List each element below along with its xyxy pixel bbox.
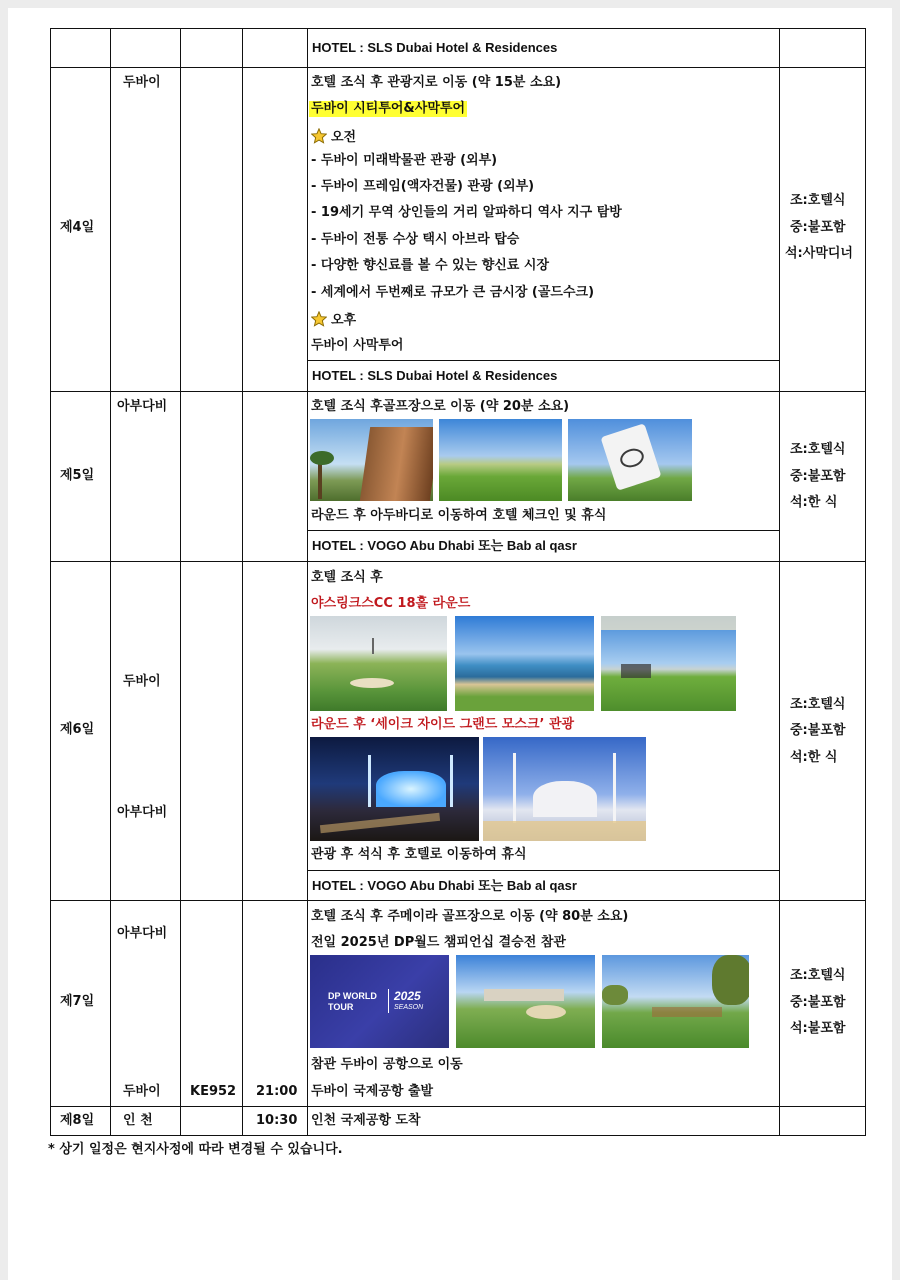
schedule-line: - 다양한 향신료를 볼 수 있는 향신료 시장 — [311, 258, 550, 273]
city-label: 아부다비 — [117, 926, 168, 941]
golf-course-photo — [602, 955, 749, 1048]
city-label: 두바이 — [123, 75, 161, 90]
meal-lunch: 중:불포함 — [790, 723, 846, 738]
flight-cell — [180, 561, 243, 901]
clubhouse-photo — [310, 419, 433, 501]
city-label: 두바이 — [123, 1084, 161, 1099]
schedule-line: 두바이 사막투어 — [311, 338, 404, 353]
table-cell — [180, 28, 243, 68]
schedule-line: 참관 두바이 공항으로 이동 — [311, 1057, 463, 1072]
day-label: 제4일 — [60, 220, 95, 235]
hotel-line: HOTEL : SLS Dubai Hotel & Residences — [312, 40, 558, 55]
meal-dinner: 석:한 식 — [790, 750, 838, 765]
day-label: 제6일 — [60, 722, 95, 737]
meal-breakfast: 조:호텔식 — [790, 697, 846, 712]
highlight-tour-title: 두바이 시티투어&사막투어 — [311, 101, 466, 116]
flight-cell — [180, 67, 243, 392]
schedule-line: 관광 후 석식 후 호텔로 이동하여 휴식 — [311, 847, 527, 862]
table-cell — [50, 28, 111, 68]
table-cell — [779, 28, 866, 68]
meal-lunch: 중:불포함 — [790, 220, 846, 235]
golf-course-photo — [310, 616, 447, 711]
hotel-line: HOTEL : VOGO Abu Dhabi 또는 Bab al qasr — [312, 538, 577, 553]
day-label: 제5일 — [60, 468, 95, 483]
itinerary-page — [8, 8, 892, 1280]
city-label: 두바이 — [123, 674, 161, 689]
time-cell — [242, 67, 308, 392]
city-cell — [110, 561, 181, 901]
time-cell — [242, 900, 308, 1107]
time-cell — [242, 391, 308, 562]
flight-cell — [180, 900, 243, 1107]
schedule-line: 라운드 후 아두바디로 이동하여 호텔 체크인 및 휴식 — [311, 508, 607, 523]
time-cell — [242, 561, 308, 901]
city-cell — [110, 67, 181, 392]
dp-year-text: 2025 — [394, 989, 421, 1003]
day-label: 제7일 — [60, 994, 95, 1009]
arrival-time: 10:30 — [256, 1113, 298, 1128]
hotel-line: HOTEL : VOGO Abu Dhabi 또는 Bab al qasr — [312, 878, 577, 893]
star-icon — [311, 311, 327, 327]
meal-dinner: 석:불포함 — [790, 1021, 846, 1036]
city-label: 인 천 — [123, 1113, 153, 1128]
table-cell — [110, 28, 181, 68]
schedule-line: - 두바이 프레임(액자건물) 관광 (외부) — [311, 179, 535, 194]
schedule-line: 전일 2025년 DP월드 챔피언십 결승전 참관 — [311, 935, 566, 950]
schedule-line: 두바이 국제공항 출발 — [311, 1084, 434, 1099]
meal-lunch: 중:불포함 — [790, 995, 846, 1010]
mosque-night-photo — [310, 737, 479, 841]
meal-breakfast: 조:호텔식 — [790, 968, 846, 983]
meal-breakfast: 조:호텔식 — [790, 193, 846, 208]
meal-breakfast: 조:호텔식 — [790, 442, 846, 457]
departure-time: 21:00 — [256, 1084, 298, 1099]
schedule-line: 호텔 조식 후 — [311, 570, 383, 585]
schedule-line: - 세계에서 두번째로 규모가 큰 금시장 (골드수크) — [311, 285, 595, 300]
city-label: 아부다비 — [117, 805, 168, 820]
morning-label: 오전 — [311, 128, 356, 146]
afternoon-label: 오후 — [311, 311, 356, 329]
schedule-line: 호텔 조식 후 주메이라 골프장으로 이동 (약 80분 소요) — [311, 909, 629, 924]
golf-course-photo — [601, 616, 736, 711]
golf-course-photo — [439, 419, 562, 501]
meal-dinner: 석:한 식 — [790, 495, 838, 510]
city-label: 아부다비 — [117, 399, 168, 414]
schedule-line: 호텔 조식 후 관광지로 이동 (약 15분 소요) — [311, 75, 562, 90]
flight-number: KE952 — [190, 1084, 237, 1099]
schedule-line: - 두바이 미래박물관 관광 (외부) — [311, 153, 498, 168]
meal-cell — [779, 1106, 866, 1136]
table-cell — [242, 28, 308, 68]
golf-flag-photo — [568, 419, 692, 501]
flight-cell — [180, 391, 243, 562]
day-label: 제8일 — [60, 1113, 95, 1128]
city-cell — [110, 391, 181, 562]
schedule-line: - 두바이 전통 수상 택시 아브라 탑승 — [311, 232, 520, 247]
golf-course-photo — [456, 955, 595, 1048]
mosque-tour-title: 라운드 후 ‘세이크 자이드 그랜드 모스크’ 관광 — [311, 717, 575, 732]
meal-lunch: 중:불포함 — [790, 469, 846, 484]
schedule-line: 인천 국제공항 도착 — [311, 1113, 421, 1128]
schedule-line: - 19세기 무역 상인들의 거리 알파하디 역사 지구 탐방 — [311, 205, 622, 220]
meal-dinner: 석:사막디너 — [785, 246, 853, 261]
footnote: * 상기 일정은 현지사정에 따라 변경될 수 있습니다. — [48, 1142, 343, 1157]
dp-world-tour-banner — [310, 955, 449, 1048]
schedule-line: 호텔 조식 후골프장으로 이동 (약 20분 소요) — [311, 399, 570, 414]
star-icon — [311, 128, 327, 144]
mosque-day-photo — [483, 737, 646, 841]
dp-season-text: SEASON — [394, 1004, 424, 1011]
golf-round-title: 야스링크스CC 18홀 라운드 — [311, 596, 471, 611]
hotel-line: HOTEL : SLS Dubai Hotel & Residences — [312, 368, 558, 383]
dp-logo-text: DP WORLD TOUR — [328, 991, 377, 1012]
golf-course-photo — [455, 616, 594, 711]
flight-cell — [180, 1106, 243, 1136]
